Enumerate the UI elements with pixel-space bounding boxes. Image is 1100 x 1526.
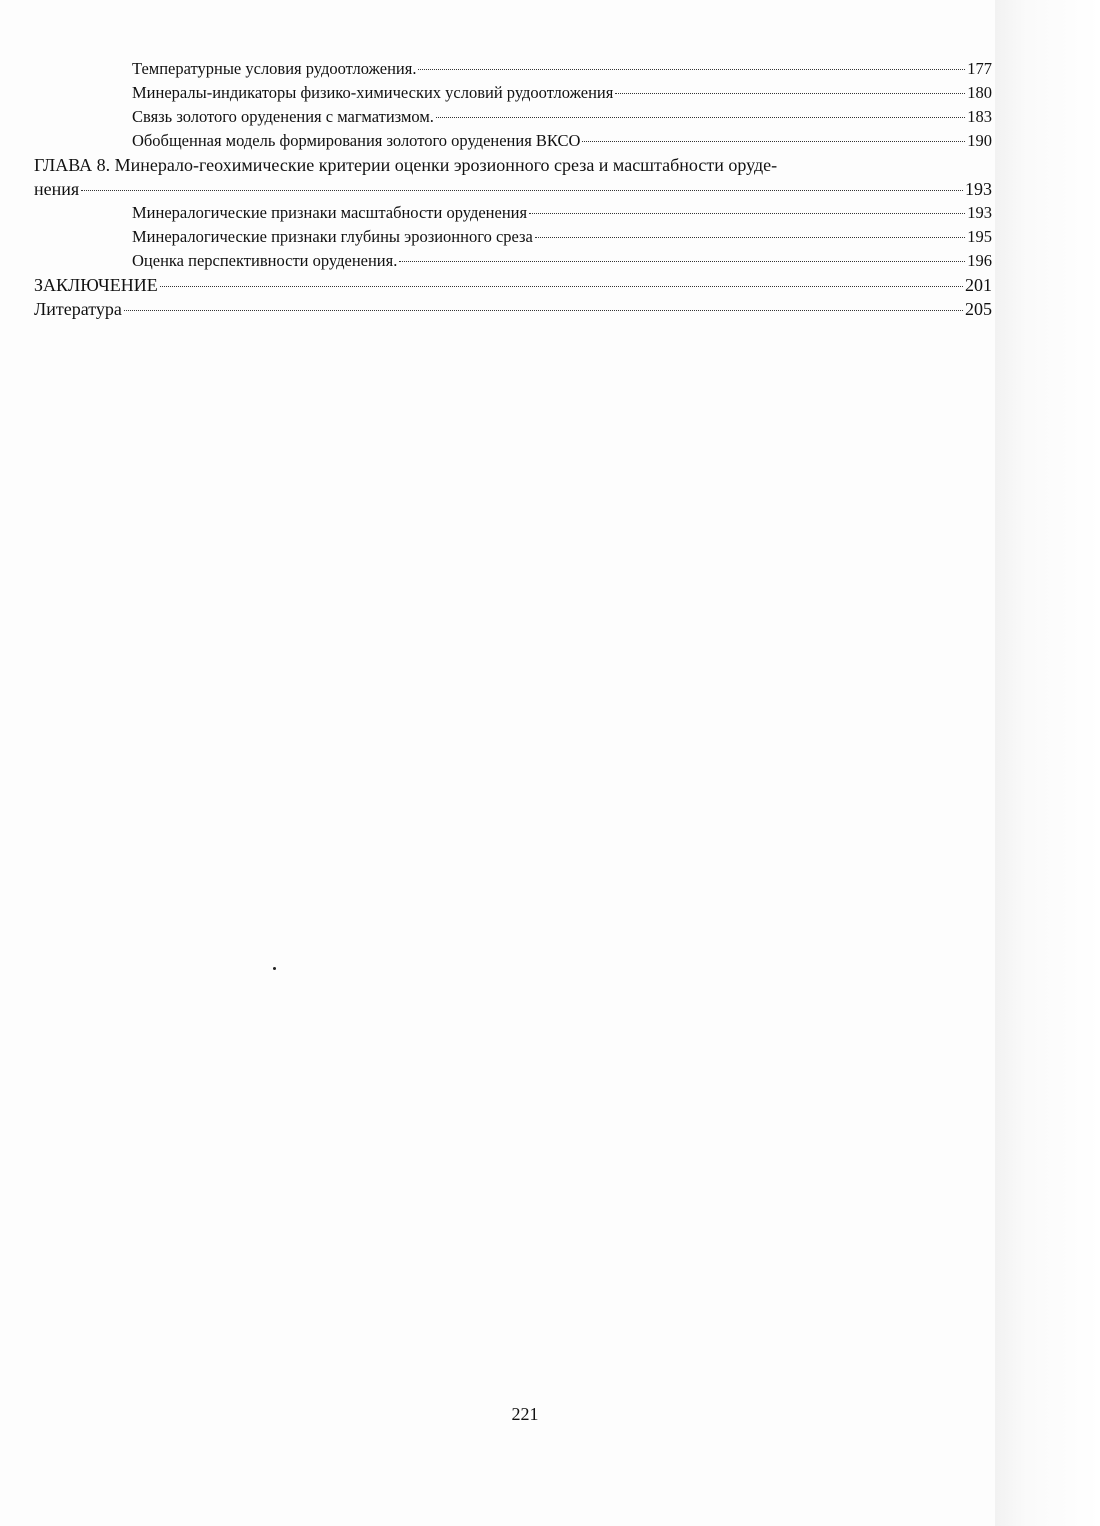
toc-entry-page: 177 — [967, 59, 992, 78]
toc-entry-page: 205 — [965, 299, 992, 319]
dot-leader — [615, 93, 965, 94]
dot-leader — [529, 213, 965, 214]
chapter-8-entry — [34, 177, 992, 201]
dot-leader — [81, 190, 963, 191]
toc-entry-title: Оценка перспективности оруденения. — [132, 251, 398, 270]
dot-leader — [436, 117, 965, 118]
toc-entry — [34, 201, 992, 225]
table-of-contents — [34, 57, 992, 321]
toc-entry — [34, 81, 992, 105]
toc-entry — [34, 105, 992, 129]
dot-leader — [582, 141, 965, 142]
toc-entry-title: ЗАКЛЮЧЕНИЕ — [34, 275, 158, 295]
toc-entry — [34, 57, 992, 81]
toc-entry — [34, 249, 992, 273]
toc-entry-page: 193 — [967, 203, 992, 222]
toc-entry-title: Связь золотого оруденения с магматизмом. — [132, 107, 434, 126]
dot-leader — [124, 310, 963, 311]
dot-leader — [399, 261, 965, 262]
toc-entry-conclusion — [34, 273, 992, 297]
toc-entry-literature — [34, 297, 992, 321]
chapter-8-title-line1: ГЛАВА 8. Минерало-геохимические критерии оценки эрозионного среза и масштабности оруде- — [34, 155, 778, 175]
chapter-8-title-line2: нения — [34, 179, 80, 199]
page-edge-shadow — [995, 0, 1100, 1526]
toc-entry-page: 196 — [967, 251, 992, 270]
toc-entry — [34, 129, 992, 153]
toc-entry-page: 190 — [967, 131, 992, 150]
toc-entry-page: 180 — [967, 83, 992, 102]
toc-entry-page: 201 — [965, 275, 992, 295]
dot-leader — [535, 237, 965, 238]
toc-entry-title: Минералогические признаки масштабности оруденения — [132, 203, 528, 222]
toc-entry-title: Минералогические признаки глубины эрозионного среза — [132, 227, 533, 246]
page-number: 221 — [511, 1404, 539, 1424]
toc-entry-title: Температурные условия рудоотложения. — [132, 59, 417, 78]
toc-entry-title: Литература — [34, 299, 122, 319]
dot-leader — [160, 286, 963, 287]
toc-entry-page: 195 — [967, 227, 992, 246]
toc-entry-page: 193 — [965, 179, 992, 199]
scan-speck — [273, 967, 276, 970]
toc-entry-title: Минералы-индикаторы физико-химических условий рудоотложения — [132, 83, 614, 102]
toc-entry — [34, 225, 992, 249]
dot-leader — [418, 69, 965, 70]
toc-entry-title: Обобщенная модель формирования золотого оруденения ВКСО — [132, 131, 581, 150]
toc-entry-page: 183 — [967, 107, 992, 126]
